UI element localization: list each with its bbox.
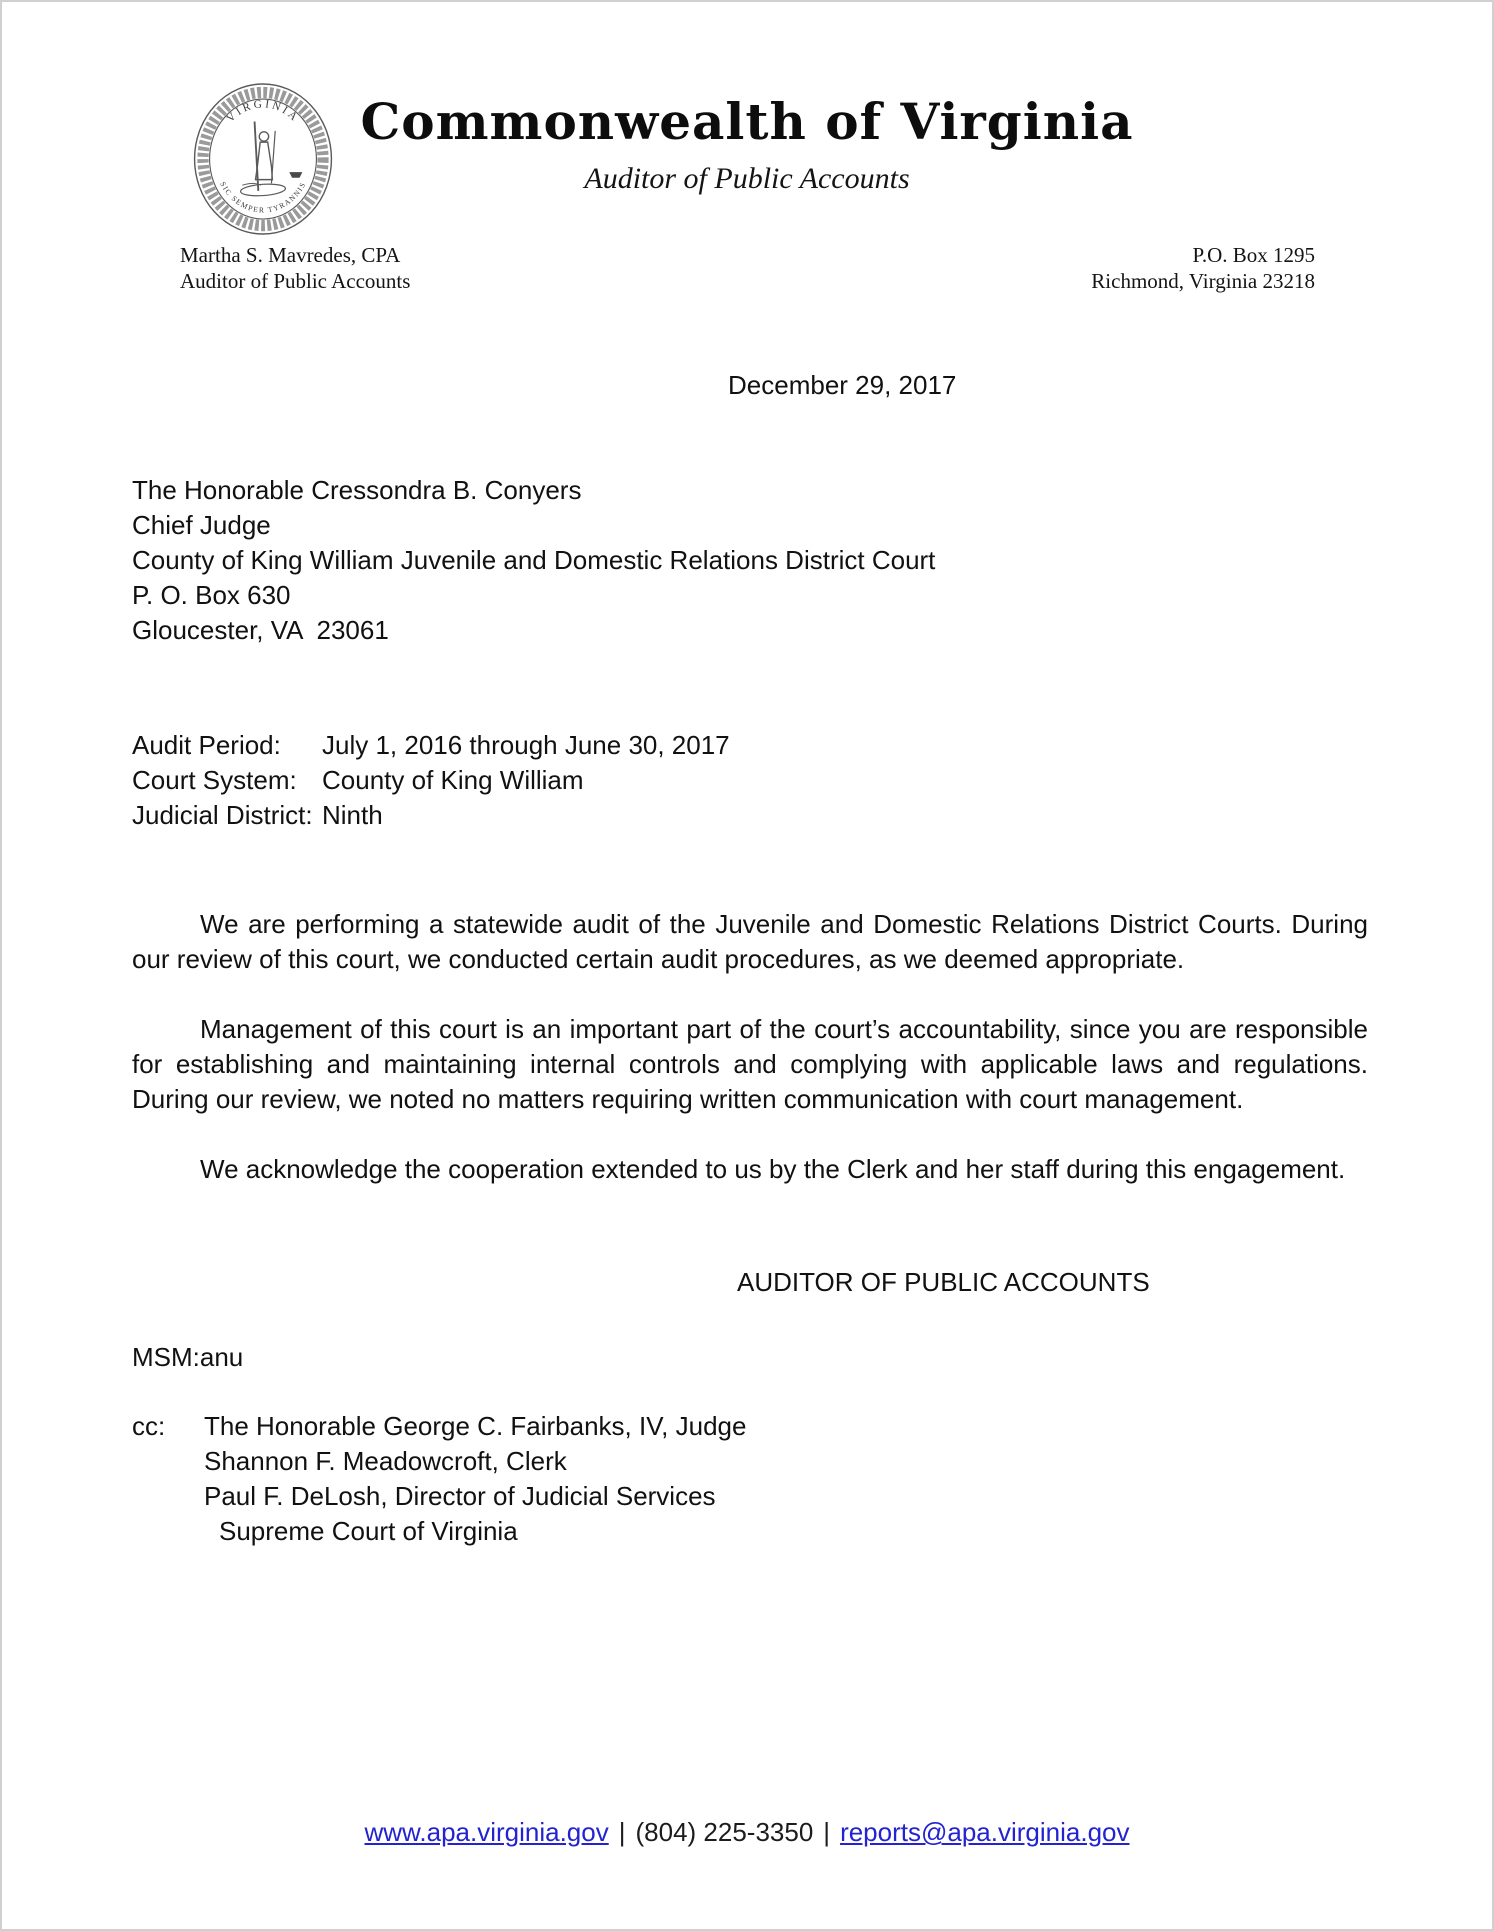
cc-name-supreme-court: Supreme Court of Virginia bbox=[219, 1516, 518, 1546]
seal-bottom-text: SIC SEMPER TYRANNIS bbox=[218, 180, 308, 215]
virginia-seal-icon bbox=[188, 78, 338, 240]
cc-name-clerk: Shannon F. Meadowcroft, Clerk bbox=[204, 1446, 567, 1476]
court-system-row bbox=[132, 763, 1368, 798]
judicial-district-row bbox=[132, 798, 1368, 833]
email-link[interactable]: reports@apa.virginia.gov bbox=[840, 1817, 1130, 1847]
cc-label: cc: bbox=[132, 1411, 166, 1441]
letterhead bbox=[2, 2, 1492, 302]
cc-block bbox=[132, 1409, 1368, 1549]
cc-names bbox=[204, 1409, 746, 1549]
audit-period-label: Audit Period: bbox=[132, 730, 281, 760]
paragraphs bbox=[132, 907, 1368, 1187]
recipient-po-box: P. O. Box 630 bbox=[132, 580, 291, 610]
reference-initials: MSM:anu bbox=[132, 1342, 244, 1372]
court-system-label: Court System: bbox=[132, 765, 297, 795]
city-state-zip: Richmond, Virginia 23218 bbox=[1091, 269, 1315, 293]
sender-contact bbox=[180, 242, 410, 294]
signature-org: AUDITOR OF PUBLIC ACCOUNTS bbox=[737, 1267, 1150, 1297]
footer-separator-1: | bbox=[618, 1817, 626, 1847]
audit-period-row bbox=[132, 728, 1368, 763]
sender-title: Auditor of Public Accounts bbox=[180, 269, 411, 293]
sender-name: Martha S. Mavredes, CPA bbox=[180, 243, 401, 267]
paragraph-1: We are performing a statewide audit of the Juvenile and Domestic Relations District Courts. During our review of this court, we conducted certain audit procedures, as we deemed appropriate. bbox=[132, 909, 1368, 974]
letter-date: December 29, 2017 bbox=[728, 370, 957, 400]
recipient-court: County of King William Juvenile and Domestic Relations District Court bbox=[132, 545, 936, 575]
cc-name-judge: The Honorable George C. Fairbanks, IV, Judge bbox=[204, 1411, 747, 1441]
recipient-title: Chief Judge bbox=[132, 510, 271, 540]
office-address bbox=[1091, 242, 1315, 294]
page-subtitle: Auditor of Public Accounts bbox=[584, 162, 910, 195]
seal-top-text: VIRGINIA bbox=[224, 98, 302, 125]
letter-body bbox=[2, 368, 1492, 1549]
recipient-name: The Honorable Cressondra B. Conyers bbox=[132, 475, 582, 505]
judicial-district-value: Ninth bbox=[322, 800, 383, 830]
audit-info-block bbox=[132, 728, 1368, 833]
footer-separator-2: | bbox=[823, 1817, 831, 1847]
page-title: Commonwealth of Virginia bbox=[360, 92, 1134, 151]
phone-number: (804) 225-3350 bbox=[635, 1817, 814, 1847]
audit-period-value: July 1, 2016 through June 30, 2017 bbox=[322, 730, 730, 760]
cc-name-director: Paul F. DeLosh, Director of Judicial Services bbox=[204, 1481, 716, 1511]
recipient-address-block bbox=[132, 473, 1368, 648]
court-system-value: County of King William bbox=[322, 765, 584, 795]
website-link[interactable]: www.apa.virginia.gov bbox=[364, 1817, 609, 1847]
paragraph-2: Management of this court is an important part of the court’s accountability, since you are responsible for establishing and maintaining internal controls and complying with applicable laws and regulations. During our review, we noted no matters requiring written communication with court management. bbox=[132, 1014, 1368, 1114]
seal-virtus-figure bbox=[240, 122, 302, 198]
recipient-city-state-zip: Gloucester, VA 23061 bbox=[132, 615, 389, 645]
paragraph-3: We acknowledge the cooperation extended to us by the Clerk and her staff during this engagement. bbox=[200, 1154, 1346, 1184]
judicial-district-label: Judicial District: bbox=[132, 800, 313, 830]
footer-contact-bar bbox=[2, 1815, 1492, 1850]
po-box: P.O. Box 1295 bbox=[1192, 243, 1315, 267]
